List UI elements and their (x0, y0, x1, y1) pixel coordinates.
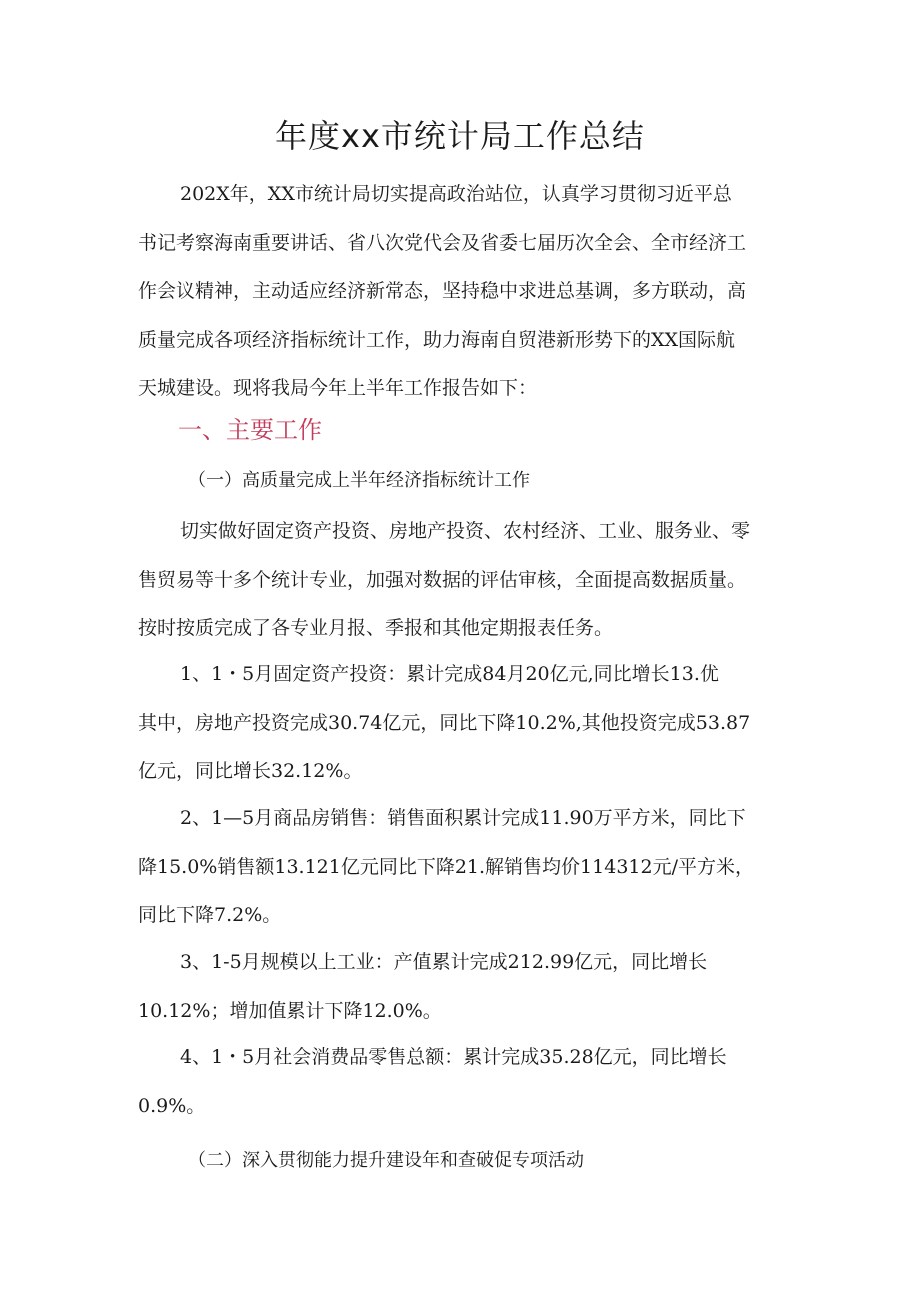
item-housing-sales (138, 794, 788, 940)
paragraph-line: 同比下降7.2%。 (138, 904, 282, 926)
paragraph-line: 降15.0%销售额13.121亿元同比下降21.解销售均价114312元/平方米， (138, 855, 754, 878)
document-title: 年度xx市统计局工作总结 (275, 117, 645, 155)
paragraph-line: 10.12%；增加值累计下降12.0%。 (138, 999, 442, 1022)
paragraph-line: 按时按质完成了各专业月报、季报和其他定期报表任务。 (138, 617, 614, 639)
item-industry (138, 938, 788, 1035)
intro-paragraph (138, 170, 788, 413)
paragraph-line: 切实做好固定资产投资、房地产投资、农村经济、工业、服务业、零 (180, 520, 751, 542)
section-heading-main-work: 一、主要工作 (178, 416, 322, 444)
paragraph-line: 天城建设。现将我局今年上半年工作报告如下： (138, 377, 538, 399)
subsection-heading-1: （一）高质量完成上半年经济指标统计工作 (188, 470, 530, 491)
subsection-heading-2: （二）深入贯彻能力提升建设年和查破促专项活动 (188, 1150, 584, 1171)
paragraph-line: 书记考察海南重要讲话、省八次党代会及省委七届历次全会、全市经济工 (138, 231, 747, 254)
paragraph-line: 其中，房地产投资完成30.74亿元，同比下降10.2%,其他投资完成53.87 (138, 711, 751, 734)
item-retail-sales (138, 1033, 788, 1130)
paragraph-line: 售贸易等十多个统计专业，加强对数据的评估审核，全面提高数据质量。 (138, 568, 747, 591)
paragraph-line: 质量完成各项经济指标统计工作，助力海南自贸港新形势下的XX国际航 (138, 328, 736, 351)
paragraph-line: 作会议精神，主动适应经济新常态，坚持稳中求进总基调，多方联动，高 (138, 280, 747, 302)
paragraph-line: 1、1・5月固定资产投资：累计完成84月20亿元,同比增长13.优 (180, 663, 719, 685)
paragraph-line: 4、1・5月社会消费品零售总额：累计完成35.28亿元，同比增长 (180, 1046, 727, 1068)
work-paragraph (138, 507, 788, 653)
paragraph-line: 2、1—5月商品房销售：销售面积累计完成11.90万平方米，同比下 (180, 807, 746, 829)
paragraph-line: 3、1-5月规模以上工业：产值累计完成212.99亿元，同比增长 (180, 951, 708, 973)
item-fixed-asset-investment (138, 650, 788, 796)
paragraph-line: 亿元，同比增长32.12%。 (138, 760, 363, 782)
paragraph-line: 202X年，XX市统计局切实提高政治站位，认真学习贯彻习近平总 (180, 183, 732, 205)
paragraph-line: 0.9%。 (138, 1094, 206, 1117)
